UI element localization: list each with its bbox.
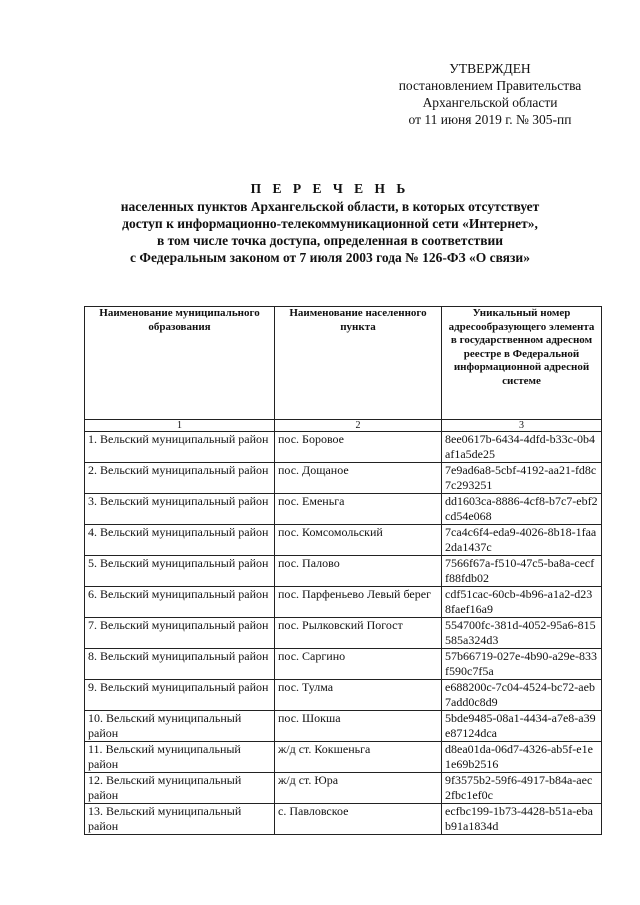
table-row	[85, 804, 602, 835]
table-row	[85, 556, 602, 587]
table-row	[85, 494, 602, 525]
municipality-name: Вельский муниципальный район	[88, 711, 242, 740]
title-heading: П Е Р Е Ч Е Н Ь	[250, 181, 410, 196]
table-row	[85, 711, 602, 742]
column-number: 2	[275, 420, 442, 432]
table-row	[85, 742, 602, 773]
guid-cell: e688200c-7c04-4524-bc72-aeb7add0c8d9	[442, 680, 602, 711]
row-number: 9.	[88, 680, 97, 694]
approval-date: от 11 июня 2019 г. № 305-пп	[408, 112, 572, 127]
settlement-cell: пос. Комсомольский	[275, 525, 442, 556]
settlement-cell: пос. Рылковский Погост	[275, 618, 442, 649]
table-row	[85, 587, 602, 618]
municipality-name: Вельский муниципальный район	[100, 494, 269, 508]
municipality-cell	[85, 773, 275, 804]
municipality-name: Вельский муниципальный район	[100, 556, 269, 570]
guid-cell: 7566f67a-f510-47c5-ba8a-cecff88fdb02	[442, 556, 602, 587]
municipality-cell	[85, 432, 275, 463]
municipality-name: Вельский муниципальный район	[100, 649, 269, 663]
guid-cell: 554700fc-381d-4052-95a6-815585a324d3	[442, 618, 602, 649]
guid-cell: ecfbc199-1b73-4428-b51a-ebab91a1834d	[442, 804, 602, 835]
municipality-cell	[85, 618, 275, 649]
guid-cell: 7e9ad6a8-5cbf-4192-aa21-fd8c7c293251	[442, 463, 602, 494]
row-number: 3.	[88, 494, 97, 508]
table-header-row	[85, 307, 602, 420]
municipality-cell	[85, 742, 275, 773]
row-number: 7.	[88, 618, 97, 632]
column-number: 3	[442, 420, 602, 432]
header-settlement: Наименование населенного пункта	[275, 307, 442, 420]
approval-region: Архангельской области	[422, 95, 558, 110]
row-number: 8.	[88, 649, 97, 663]
municipality-name: Вельский муниципальный район	[100, 432, 269, 446]
settlement-cell: пос. Дощаное	[275, 463, 442, 494]
municipality-name: Вельский муниципальный район	[100, 618, 269, 632]
table-row	[85, 773, 602, 804]
document-title	[70, 180, 590, 266]
municipality-name: Вельский муниципальный район	[100, 680, 269, 694]
row-number: 13.	[88, 804, 103, 818]
row-number: 2.	[88, 463, 97, 477]
municipality-name: Вельский муниципальный район	[100, 525, 269, 539]
row-number: 11.	[88, 742, 103, 756]
table-row	[85, 432, 602, 463]
settlement-cell: пос. Парфеньево Левый берег	[275, 587, 442, 618]
settlement-cell: пос. Палово	[275, 556, 442, 587]
guid-cell: d8ea01da-06d7-4326-ab5f-e1e1e69b2516	[442, 742, 602, 773]
municipality-name: Вельский муниципальный район	[88, 773, 242, 802]
title-line-3: в том числе точка доступа, определенная в соответствии	[156, 233, 504, 248]
municipality-name: Вельский муниципальный район	[88, 804, 242, 833]
settlement-cell: ж/д ст. Кокшеньга	[275, 742, 442, 773]
guid-cell: cdf51cac-60cb-4b96-a1a2-d238faef16a9	[442, 587, 602, 618]
table-row	[85, 463, 602, 494]
title-line-1: населенных пунктов Архангельской области, в которых отсутствует	[120, 199, 540, 214]
settlement-cell: пос. Боровое	[275, 432, 442, 463]
row-number: 10.	[88, 711, 103, 725]
settlement-cell: ж/д ст. Юра	[275, 773, 442, 804]
table-row	[85, 680, 602, 711]
municipality-cell	[85, 680, 275, 711]
header-unique-number: Уникальный номер адресообразующего элемента в государственном адресном реестре в Федеральной информационной адресной системе	[442, 307, 602, 420]
municipality-name: Вельский муниципальный район	[100, 463, 269, 477]
title-line-4: с Федеральным законом от 7 июля 2003 года № 126-ФЗ «О связи»	[130, 250, 530, 265]
table-row	[85, 525, 602, 556]
guid-cell: dd1603ca-8886-4cf8-b7c7-ebf2cd54e068	[442, 494, 602, 525]
settlement-cell: с. Павловское	[275, 804, 442, 835]
row-number: 6.	[88, 587, 97, 601]
municipality-cell	[85, 587, 275, 618]
approval-document: постановлением Правительства	[398, 78, 582, 93]
column-number: 1	[85, 420, 275, 432]
municipality-cell	[85, 494, 275, 525]
column-number-row	[85, 420, 602, 432]
approval-status: УТВЕРЖДЕН	[449, 61, 531, 76]
municipality-cell	[85, 463, 275, 494]
settlement-cell: пос. Тулма	[275, 680, 442, 711]
guid-cell: 8ee0617b-6434-4dfd-b33c-0b4af1a5de25	[442, 432, 602, 463]
guid-cell: 9f3575b2-59f6-4917-b84a-aec2fbc1ef0c	[442, 773, 602, 804]
approval-block	[360, 60, 620, 128]
title-line-2: доступ к информационно-телекоммуникационной сети «Интернет»,	[122, 216, 538, 231]
settlement-cell: пос. Шокша	[275, 711, 442, 742]
municipality-cell	[85, 649, 275, 680]
row-number: 4.	[88, 525, 97, 539]
settlement-cell: пос. Саргино	[275, 649, 442, 680]
table-row	[85, 649, 602, 680]
municipality-cell	[85, 804, 275, 835]
row-number: 5.	[88, 556, 97, 570]
municipality-cell	[85, 525, 275, 556]
municipality-cell	[85, 556, 275, 587]
municipality-name: Вельский муниципальный район	[88, 742, 241, 771]
row-number: 1.	[88, 432, 97, 446]
settlement-cell: пос. Еменьга	[275, 494, 442, 525]
municipality-cell	[85, 711, 275, 742]
guid-cell: 57b66719-027e-4b90-a29e-833f590c7f5a	[442, 649, 602, 680]
table-body	[85, 432, 602, 835]
settlements-table	[84, 306, 602, 835]
guid-cell: 7ca4c6f4-eda9-4026-8b18-1faa2da1437c	[442, 525, 602, 556]
table-row	[85, 618, 602, 649]
row-number: 12.	[88, 773, 103, 787]
municipality-name: Вельский муниципальный район	[100, 587, 269, 601]
guid-cell: 5bde9485-08a1-4434-a7e8-a39e87124dca	[442, 711, 602, 742]
header-municipality: Наименование муниципального образования	[85, 307, 275, 420]
